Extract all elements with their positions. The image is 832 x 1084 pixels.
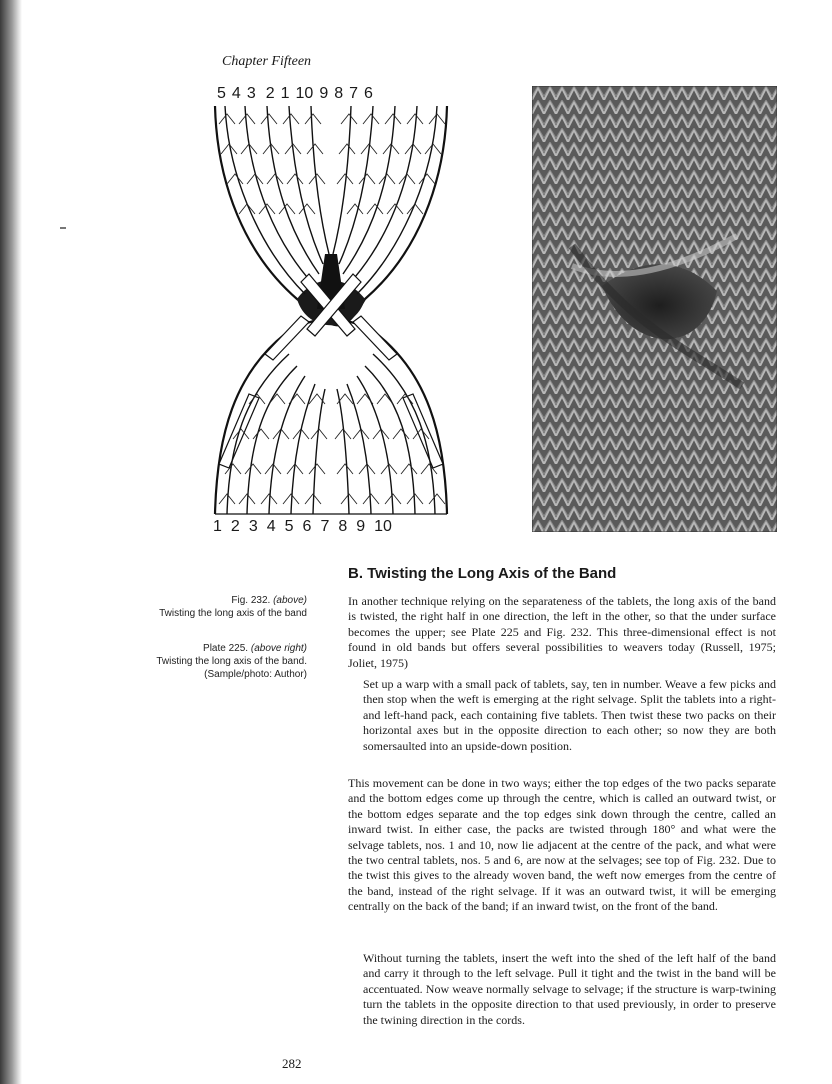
tablet-number: 7 (320, 518, 330, 535)
caption-position: (above) (273, 595, 307, 606)
tablet-number: 8 (338, 518, 348, 535)
body-paragraph: This movement can be done in two ways; either the top edges of the two packs separate and the bottom edges come up through the centre, which is called an outward twist, or the bottom edges separate and the top edges sink down through the centre, called an inward twist. In either case, the packs are twisted through 180° and what were the selvage tablets, nos. 1 and 10, now lie adjacent at the centre of the pack, and what were the two central tablets, nos. 5 and 6, are now at the selvages; see top of Fig. 232. Due to the twist this gives to the already woven band, the weft now emerges from the centre of the band, instead of the right selvage. If it was an outward twist, it will be emerging centrally on the back of the band; if an inward twist, on the front of the band. (348, 776, 776, 914)
bottom-tablet-numbers (213, 518, 398, 536)
tablet-number: 8 (334, 85, 344, 102)
page-speck (60, 227, 66, 229)
tablet-number: 5 (284, 518, 294, 535)
caption-lead: Fig. 232. (231, 595, 271, 606)
plate-caption (156, 642, 307, 681)
body-paragraph: In another technique relying on the separateness of the tablets, the long axis of the band is twisted, the right half in one direction, the left in the other, so that the under surface becomes the upper; see Plate 225 and Fig. 232. This three-dimensional effect is not found in old bands but offers several possibilities to weavers today (Russell, 1975; Joliet, 1975) (348, 594, 776, 670)
body-paragraph-indented: Set up a warp with a small pack of tablets, say, ten in number. Weave a few picks and then stop when the weft is emerging at the right selvage. Split the tablets into a right- and left-hand pack, each containing five tablets. Then twist these two packs on their horizontal axes but in the opposite direction to each other; so now they are both somersaulted into an upside-down position. (363, 677, 776, 753)
tablet-number: 2 (265, 85, 275, 102)
tablet-number: 10 (374, 518, 392, 535)
tablet-number: 7 (349, 85, 359, 102)
tablet-number: 4 (266, 518, 276, 535)
body-paragraph-indented: Without turning the tablets, insert the weft into the shed of the left half of the band and carry it through to the left selvage. Pull it tight and the twist in the band will be accentuated. Now weave normally selvage to selvage; if the structure is warp-twining turn the tablets in the opposite direction to that used previously, in order to preserve the twining direction in the cords. (363, 951, 776, 1027)
book-spine-shadow (0, 0, 22, 1084)
tablet-number: 6 (302, 518, 312, 535)
caption-credit: (Sample/photo: Author) (204, 669, 307, 680)
tablet-number: 3 (246, 85, 256, 102)
tablet-number: 1 (280, 85, 290, 102)
caption-position: (above right) (250, 643, 307, 654)
caption-text: Twisting the long axis of the band (159, 608, 307, 619)
caption-text: Twisting the long axis of the band. (156, 656, 307, 667)
tablet-number: 4 (231, 85, 241, 102)
tablet-number: 3 (248, 518, 258, 535)
woven-band-photo (532, 86, 777, 532)
tablet-number: 2 (230, 518, 240, 535)
caption-lead: Plate 225. (203, 643, 249, 654)
tablet-number: 9 (356, 518, 366, 535)
twisted-band-drawing (205, 104, 457, 516)
tablet-number: 9 (319, 85, 329, 102)
top-tablet-numbers (217, 85, 379, 103)
tablet-number: 5 (217, 85, 226, 102)
tablet-number: 10 (295, 85, 314, 102)
tablet-number: 6 (364, 85, 373, 102)
page-number: 282 (282, 1056, 302, 1071)
section-heading: B. Twisting the Long Axis of the Band (348, 565, 617, 582)
figure-caption (159, 594, 307, 620)
tablet-number: 1 (213, 518, 222, 535)
chapter-heading: Chapter Fifteen (222, 54, 312, 69)
